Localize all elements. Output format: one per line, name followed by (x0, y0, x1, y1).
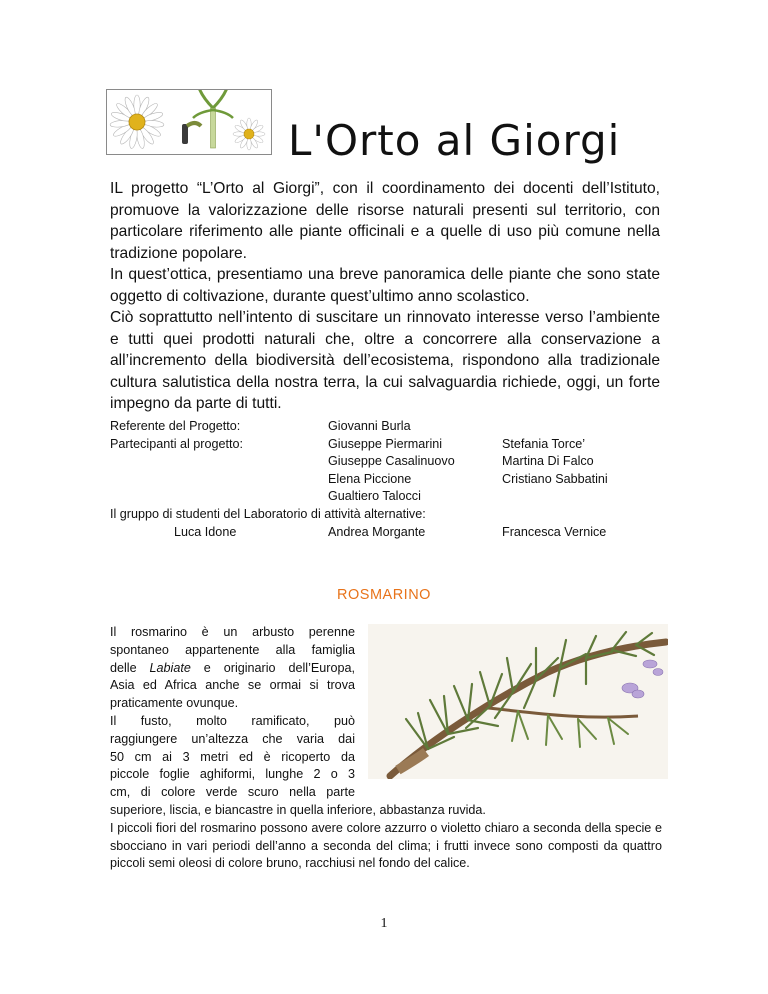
intro-paragraph: IL progetto “L’Orto al Giorgi”, con il coordinamento dei docenti dell’Istituto, promuove la valorizzazione delle risorse naturali presenti sul territorio, con particolare riferimento alle piante officinali e a quelle di uso più comune nella tradizione popolare. (110, 180, 660, 262)
text-line: raggiungere un’altezza che varia dai (110, 731, 355, 746)
referente-name: Giovanni Burla (328, 419, 411, 433)
student-name: Francesca Vernice (502, 524, 607, 539)
intro-text (110, 178, 660, 415)
wrapped-text (110, 624, 355, 802)
credits-block (110, 418, 670, 541)
labiate-term: Labiate (149, 660, 191, 675)
credits-row (110, 471, 670, 489)
partecipanti-label: Partecipanti al progetto: (110, 436, 244, 451)
header (106, 78, 620, 165)
credits-row (110, 506, 670, 524)
text-fragment: delle (110, 660, 150, 675)
text-fragment: e originario dell’Europa, (190, 660, 355, 675)
section-title: ROSMARINO (337, 587, 431, 603)
credits-row (110, 524, 670, 542)
intro-paragraph: In quest’ottica, presentiamo una breve panoramica delle piante che sono state oggetto di coltivazione, durante quest’ultimo anno scolastico. (110, 266, 660, 305)
participant-name: Elena Piccione (328, 471, 412, 486)
intro-paragraph: Ciò soprattutto nell’intento di suscitare un rinnovato interesse verso l’ambiente e tutti quei prodotti naturali che, oltre a concorrere alla conservazione a all’incremento della biodiversità dell’ecosistema, rispondono alla tradizionale cultura salutistica della nostra terra, la cui salvaguardia richiede, oggi, un forte impegno da parte di tutti. (110, 309, 660, 412)
text-line: piccole foglie aghiformi, lunghe 2 o 3 (110, 767, 355, 782)
studenti-label: Il gruppo di studenti del Laboratorio di attività alternative: (110, 506, 426, 521)
text-line: Il fusto, molto ramificato, può (110, 713, 355, 728)
participant-name: Gualtiero Talocci (328, 489, 421, 504)
rosmarino-text (110, 624, 662, 873)
credits-row (110, 488, 670, 506)
text-line: Il rosmarino è un arbusto perenne (110, 625, 355, 639)
text-line: spontaneo appartenente alla famiglia (110, 642, 355, 657)
credits-row (110, 453, 670, 471)
participant-name: Martina Di Falco (502, 454, 594, 469)
text-line: Asia ed Africa anche se ormai si trova (110, 678, 355, 693)
student-name: Luca Idone (174, 524, 237, 539)
referente-label: Referente del Progetto: (110, 419, 241, 433)
text-line: 50 cm ai 3 metri ed è ricoperto da (110, 749, 355, 764)
page-title: L'Orto al Giorgi (288, 116, 621, 165)
text-line: praticamente ovunque. (110, 696, 239, 711)
credits-row (110, 418, 670, 436)
participant-name: Giuseppe Piermarini (328, 436, 443, 451)
orto-logo (106, 89, 272, 155)
participant-name: Giuseppe Casalinuovo (328, 454, 455, 469)
participant-name: Stefania Torce’ (502, 436, 586, 451)
student-name: Andrea Morgante (328, 524, 426, 539)
rosmarino-paragraph: superiore, liscia, e biancastre in quella inferiore, abbastanza ruvida. (110, 802, 486, 817)
participant-name: Cristiano Sabbatini (502, 471, 608, 486)
daisy-logo-icon (107, 90, 271, 154)
text-line (110, 660, 355, 678)
text-line: cm, di colore verde scuro nella parte (110, 785, 355, 800)
rosmarino-paragraph: I piccoli fiori del rosmarino possono avere colore azzurro o violetto chiaro a seconda della specie e sbocciano in vari periodi dell’anno a seconda del clima; i frutti invece sono composti da quattro piccoli semi oleosi di colore bruno, racchiusi nel fondo del calice. (110, 820, 662, 871)
credits-row (110, 436, 670, 454)
page-number: 1 (380, 916, 388, 931)
